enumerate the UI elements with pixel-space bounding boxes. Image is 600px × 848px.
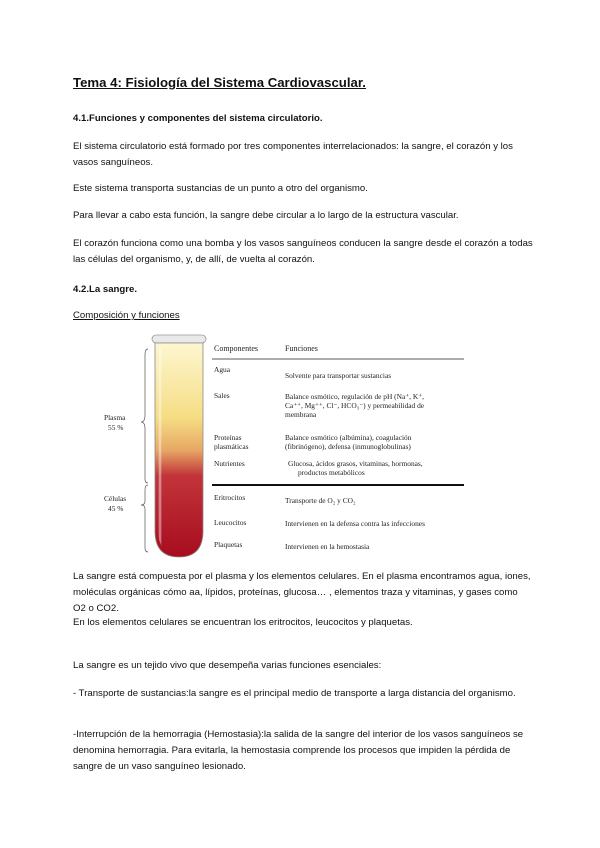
blood-composition-figure bbox=[100, 333, 470, 565]
row-function: Transporte de O₂ y CO₂ bbox=[285, 496, 356, 505]
row-component: Proteínas plasmáticas bbox=[214, 433, 249, 451]
paragraph: En los elementos celulares se encuentran los eritrocitos, leucocitos y plaquetas. bbox=[73, 617, 413, 628]
paragraph: -Interrupción de la hemorragia (Hemostasia):la salida de la sangre del interior de los vasos sanguíneos se denomina hemorragia. Para evitarla, la hemostasia comprende los procesos que impiden la pérdida de sangre de un vaso sanguíneo lesionado. bbox=[73, 729, 524, 772]
row-component: Nutrientes bbox=[214, 459, 245, 468]
paragraph: Este sistema transporta sustancias de un punto a otro del organismo. bbox=[73, 183, 368, 194]
paragraph: La sangre es un tejido vivo que desempeña varias funciones esenciales: bbox=[73, 660, 382, 671]
row-component: Leucocitos bbox=[214, 518, 247, 527]
header-functions: Funciones bbox=[285, 344, 318, 353]
section-heading-4-1: 4.1.Funciones y componentes del sistema circulatorio. bbox=[73, 113, 323, 124]
row-component: Eritrocitos bbox=[214, 493, 246, 502]
cells-label: Células bbox=[104, 494, 127, 503]
plasma-label: Plasma bbox=[104, 413, 126, 422]
row-function: Solvente para transportar sustancias bbox=[285, 371, 392, 380]
subheading: Composición y funciones bbox=[73, 310, 180, 321]
row-function: Balance osmótico (albúmina), coagulación (fibrinógeno), defensa (inmunoglobulinas) bbox=[285, 433, 412, 451]
section-heading-4-2: 4.2.La sangre. bbox=[73, 284, 137, 295]
paragraph: Para llevar a cabo esta función, la sangre debe circular a lo largo de la estructura vascular. bbox=[73, 210, 459, 221]
row-component: Agua bbox=[214, 365, 231, 374]
plasma-percent: 55 % bbox=[108, 423, 124, 432]
paragraph: La sangre está compuesta por el plasma y los elementos celulares. En el plasma encontramos agua, iones, moléculas orgánicas cómo aa, lípidos, proteínas, glucosa… , elementos traza y vitaminas, y gases como O2 o CO2. bbox=[73, 571, 531, 614]
header-components: Componentes bbox=[214, 344, 258, 353]
row-component: Plaquetas bbox=[214, 540, 243, 549]
paragraph: - Transporte de sustancias:la sangre es el principal medio de transporte a larga distancia del organismo. bbox=[73, 688, 516, 699]
cells-percent: 45 % bbox=[108, 504, 124, 513]
row-component: Sales bbox=[214, 391, 230, 400]
row-function: Intervienen en la defensa contra las infecciones bbox=[285, 519, 425, 528]
row-function: Balance osmótico, regulación de pH (Na⁺, K⁺, Ca⁺⁺, Mg⁺⁺, Cl⁻, HCO₃⁻) y permeabilidad de membrana bbox=[285, 392, 425, 419]
page-title: Tema 4: Fisiología del Sistema Cardiovascular. bbox=[73, 75, 366, 90]
row-function: Intervienen en la hemostasia bbox=[285, 542, 370, 551]
test-tube-icon bbox=[152, 335, 206, 557]
paragraph: El corazón funciona como una bomba y los vasos sanguíneos conducen la sangre desde el corazón a todas las células del organismo, y, de allí, de vuelta al corazón. bbox=[73, 238, 533, 265]
paragraph: El sistema circulatorio está formado por tres componentes interrelacionados: la sangre, el corazón y los vasos sanguíneos. bbox=[73, 141, 513, 168]
row-function: Glucosa, ácidos grasos, vitaminas, hormonas, productos metabólicos bbox=[288, 459, 423, 477]
